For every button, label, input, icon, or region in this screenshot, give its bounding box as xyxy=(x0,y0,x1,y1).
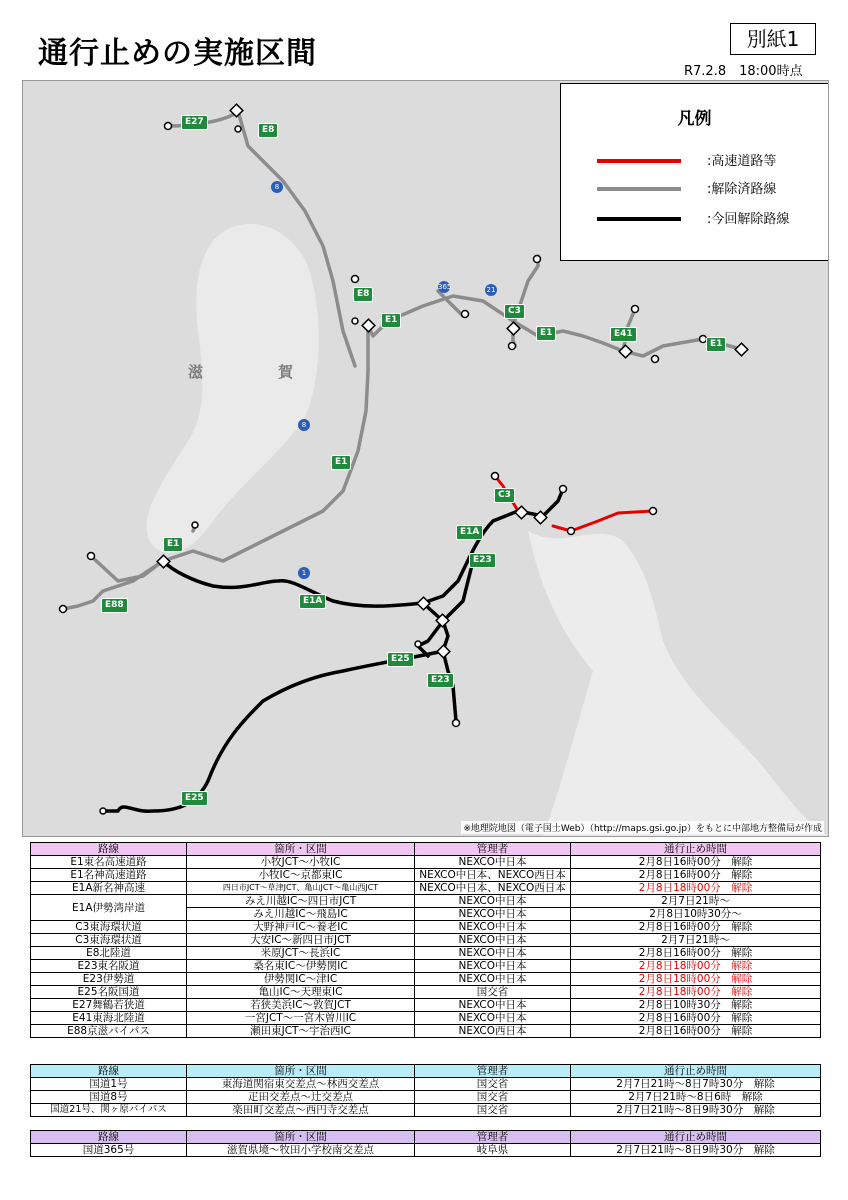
cell-manager: NEXCO中日本 xyxy=(415,856,571,869)
cell-route: E8北陸道 xyxy=(31,947,187,960)
cell-section: 東海道関宿東交差点～林西交差点 xyxy=(187,1078,415,1091)
column-header: 通行止め時間 xyxy=(571,843,821,856)
cell-route: 国道21号、関ヶ原バイパス xyxy=(31,1104,187,1117)
cell-time: 2月8日10時30分～ xyxy=(571,908,821,921)
cell-time: 2月8日10時30分 解除 xyxy=(571,999,821,1012)
cell-time: 2月7日21時～8日9時30分 解除 xyxy=(571,1144,821,1157)
table-header-row xyxy=(31,1065,821,1078)
column-header: 箇所・区間 xyxy=(187,1131,415,1144)
route-shield: E27 xyxy=(181,115,208,130)
column-header: 箇所・区間 xyxy=(187,843,415,856)
national-route-shield: 21 xyxy=(486,286,496,294)
cell-route: C3東海環状道 xyxy=(31,934,187,947)
cell-manager: NEXCO西日本 xyxy=(415,1025,571,1038)
cell-time: 2月8日18時00分 解除 xyxy=(571,882,821,895)
cell-route: E1A新名神高速 xyxy=(31,882,187,895)
cell-route: E1東名高速道路 xyxy=(31,856,187,869)
column-header: 路線 xyxy=(31,1131,187,1144)
table-row xyxy=(31,895,821,908)
legend-swatch xyxy=(597,159,681,163)
column-header: 通行止め時間 xyxy=(571,1065,821,1078)
legend-label: :高速道路等 xyxy=(707,154,777,169)
national-route-shield: 8 xyxy=(298,419,310,431)
timestamp: R7.2.8 18:00時点 xyxy=(684,64,803,79)
route-shield: E1A xyxy=(456,525,483,540)
cell-section: 滋賀県境～牧田小学校南交差点 xyxy=(187,1144,415,1157)
column-header: 管理者 xyxy=(415,1131,571,1144)
cell-section: 大安IC～新四日市JCT xyxy=(187,934,415,947)
national-road-closure-table xyxy=(30,1064,821,1117)
cell-route: E41東海北陸道 xyxy=(31,1012,187,1025)
legend-label: :今回解除路線 xyxy=(707,212,790,227)
cell-route: E23伊勢道 xyxy=(31,973,187,986)
route-shield: E1 xyxy=(706,337,726,352)
table-row xyxy=(31,1078,821,1091)
national-route-shield: 365 xyxy=(438,283,452,291)
cell-route: E25名阪国道 xyxy=(31,986,187,999)
cell-manager: NEXCO中日本 xyxy=(415,934,571,947)
cell-section: 若狭美浜IC～敦賀JCT xyxy=(187,999,415,1012)
cell-manager: 国交省 xyxy=(415,1091,571,1104)
cell-manager: NEXCO中日本 xyxy=(415,1012,571,1025)
column-header: 路線 xyxy=(31,843,187,856)
cell-section: 大野神戸IC～養老IC xyxy=(187,921,415,934)
cell-time: 2月8日16時00分 解除 xyxy=(571,856,821,869)
map-legend xyxy=(560,83,829,261)
cell-time: 2月8日16時00分 解除 xyxy=(571,921,821,934)
route-shield: E1 xyxy=(163,537,183,552)
table-row xyxy=(31,960,821,973)
cell-section: 小牧IC～京都東IC xyxy=(187,869,415,882)
cell-manager: NEXCO中日本 xyxy=(415,999,571,1012)
cell-manager: NEXCO中日本、NEXCO西日本 xyxy=(415,882,571,895)
route-shield: E25 xyxy=(387,652,414,667)
route-shield: E8 xyxy=(353,287,373,302)
cell-time: 2月7日21時～8日9時30分 解除 xyxy=(571,1104,821,1117)
route-shield: E1 xyxy=(381,313,401,328)
cell-time: 2月7日21時～8日7時30分 解除 xyxy=(571,1078,821,1091)
legend-swatch xyxy=(597,187,681,191)
road-closure-map xyxy=(22,80,829,837)
cell-route: E1名神高速道路 xyxy=(31,869,187,882)
national-route-shield: 1 xyxy=(298,567,310,579)
cell-section: 四日市JCT～草津JCT、亀山JCT～亀山西JCT xyxy=(187,882,415,895)
column-header: 路線 xyxy=(31,1065,187,1078)
map-place-label: 賀 xyxy=(278,363,294,381)
cell-section: 亀山IC～天理東IC xyxy=(187,986,415,999)
route-shield: E1 xyxy=(331,455,351,470)
cell-section: みえ川越IC～四日市JCT xyxy=(187,895,415,908)
column-header: 箇所・区間 xyxy=(187,1065,415,1078)
national-route-shield: 8 xyxy=(271,181,283,193)
table-header-row xyxy=(31,1131,821,1144)
cell-section: 小牧JCT～小牧IC xyxy=(187,856,415,869)
cell-manager: 国交省 xyxy=(415,986,571,999)
route-shield: E88 xyxy=(101,598,128,613)
column-header: 通行止め時間 xyxy=(571,1131,821,1144)
cell-time: 2月8日18時00分 解除 xyxy=(571,960,821,973)
cell-manager: NEXCO中日本 xyxy=(415,895,571,908)
table-header-row xyxy=(31,843,821,856)
route-shield: E25 xyxy=(181,791,208,806)
prefectural-road-closure-table xyxy=(30,1130,821,1157)
cell-section: 一宮JCT～一宮木曽川IC xyxy=(187,1012,415,1025)
map-credit: ※地理院地図（電子国土Web）（http://maps.gsi.go.jp）をもとに中部地方整備局が作成 xyxy=(461,821,824,834)
cell-manager: NEXCO中日本、NEXCO西日本 xyxy=(415,869,571,882)
cell-time: 2月7日21時～ xyxy=(571,895,821,908)
cell-manager: 国交省 xyxy=(415,1104,571,1117)
cell-route: 国道1号 xyxy=(31,1078,187,1091)
table-row xyxy=(31,921,821,934)
table-row xyxy=(31,856,821,869)
table-row xyxy=(31,934,821,947)
table-row xyxy=(31,986,821,999)
cell-time: 2月8日18時00分 解除 xyxy=(571,986,821,999)
cell-manager: NEXCO中日本 xyxy=(415,921,571,934)
route-shield: C3 xyxy=(504,304,525,319)
table-row xyxy=(31,882,821,895)
cell-route: C3東海環状道 xyxy=(31,921,187,934)
cell-time: 2月8日16時00分 解除 xyxy=(571,1012,821,1025)
cell-route: E88京滋バイパス xyxy=(31,1025,187,1038)
cell-manager: NEXCO中日本 xyxy=(415,960,571,973)
cell-manager: NEXCO中日本 xyxy=(415,973,571,986)
table-row xyxy=(31,1025,821,1038)
cell-route: E27舞鶴若狭道 xyxy=(31,999,187,1012)
cell-route: E1A伊勢湾岸道 xyxy=(31,895,187,921)
table-row xyxy=(31,1012,821,1025)
route-shield: E23 xyxy=(469,553,496,568)
cell-manager: 国交省 xyxy=(415,1078,571,1091)
table-row xyxy=(31,947,821,960)
route-shield: E41 xyxy=(610,327,637,342)
cell-section: 桑名東IC～伊勢関IC xyxy=(187,960,415,973)
legend-title: 凡例 xyxy=(677,109,712,129)
cell-time: 2月8日18時00分 解除 xyxy=(571,973,821,986)
table-row xyxy=(31,1104,821,1117)
cell-section: 伊勢関IC～津IC xyxy=(187,973,415,986)
cell-section: 楽田町交差点～西円寺交差点 xyxy=(187,1104,415,1117)
expressway-closure-table xyxy=(30,842,821,1038)
page-title: 通行止めの実施区間 xyxy=(38,36,317,71)
cell-manager: 岐阜県 xyxy=(415,1144,571,1157)
cell-route: 国道365号 xyxy=(31,1144,187,1157)
column-header: 管理者 xyxy=(415,1065,571,1078)
cell-time: 2月7日21時～8日6時 解除 xyxy=(571,1091,821,1104)
cell-section: 瀬田東JCT～宇治西IC xyxy=(187,1025,415,1038)
cell-route: E23東名阪道 xyxy=(31,960,187,973)
cell-time: 2月8日16時00分 解除 xyxy=(571,947,821,960)
route-shield: E1A xyxy=(299,594,326,609)
route-shield: C3 xyxy=(494,488,515,503)
cell-section: 疋田交差点～辻交差点 xyxy=(187,1091,415,1104)
table-row xyxy=(31,973,821,986)
column-header: 管理者 xyxy=(415,843,571,856)
cell-manager: NEXCO中日本 xyxy=(415,947,571,960)
route-shield: E23 xyxy=(427,673,454,688)
route-shield: E1 xyxy=(536,326,556,341)
table-row xyxy=(31,1144,821,1157)
map-place-label: 滋 xyxy=(188,363,204,381)
table-row xyxy=(31,1091,821,1104)
route-shield: E8 xyxy=(258,123,278,138)
cell-manager: NEXCO中日本 xyxy=(415,908,571,921)
cell-route: 国道8号 xyxy=(31,1091,187,1104)
legend-label: :解除済路線 xyxy=(707,182,777,197)
cell-section: 米原JCT～長浜IC xyxy=(187,947,415,960)
cell-time: 2月8日16時00分 解除 xyxy=(571,869,821,882)
cell-time: 2月8日16時00分 解除 xyxy=(571,1025,821,1038)
table-row xyxy=(31,999,821,1012)
legend-swatch xyxy=(597,217,681,221)
cell-section: みえ川越IC～飛島IC xyxy=(187,908,415,921)
cell-time: 2月7日21時～ xyxy=(571,934,821,947)
attachment-badge: 別紙1 xyxy=(730,23,816,55)
table-row xyxy=(31,869,821,882)
